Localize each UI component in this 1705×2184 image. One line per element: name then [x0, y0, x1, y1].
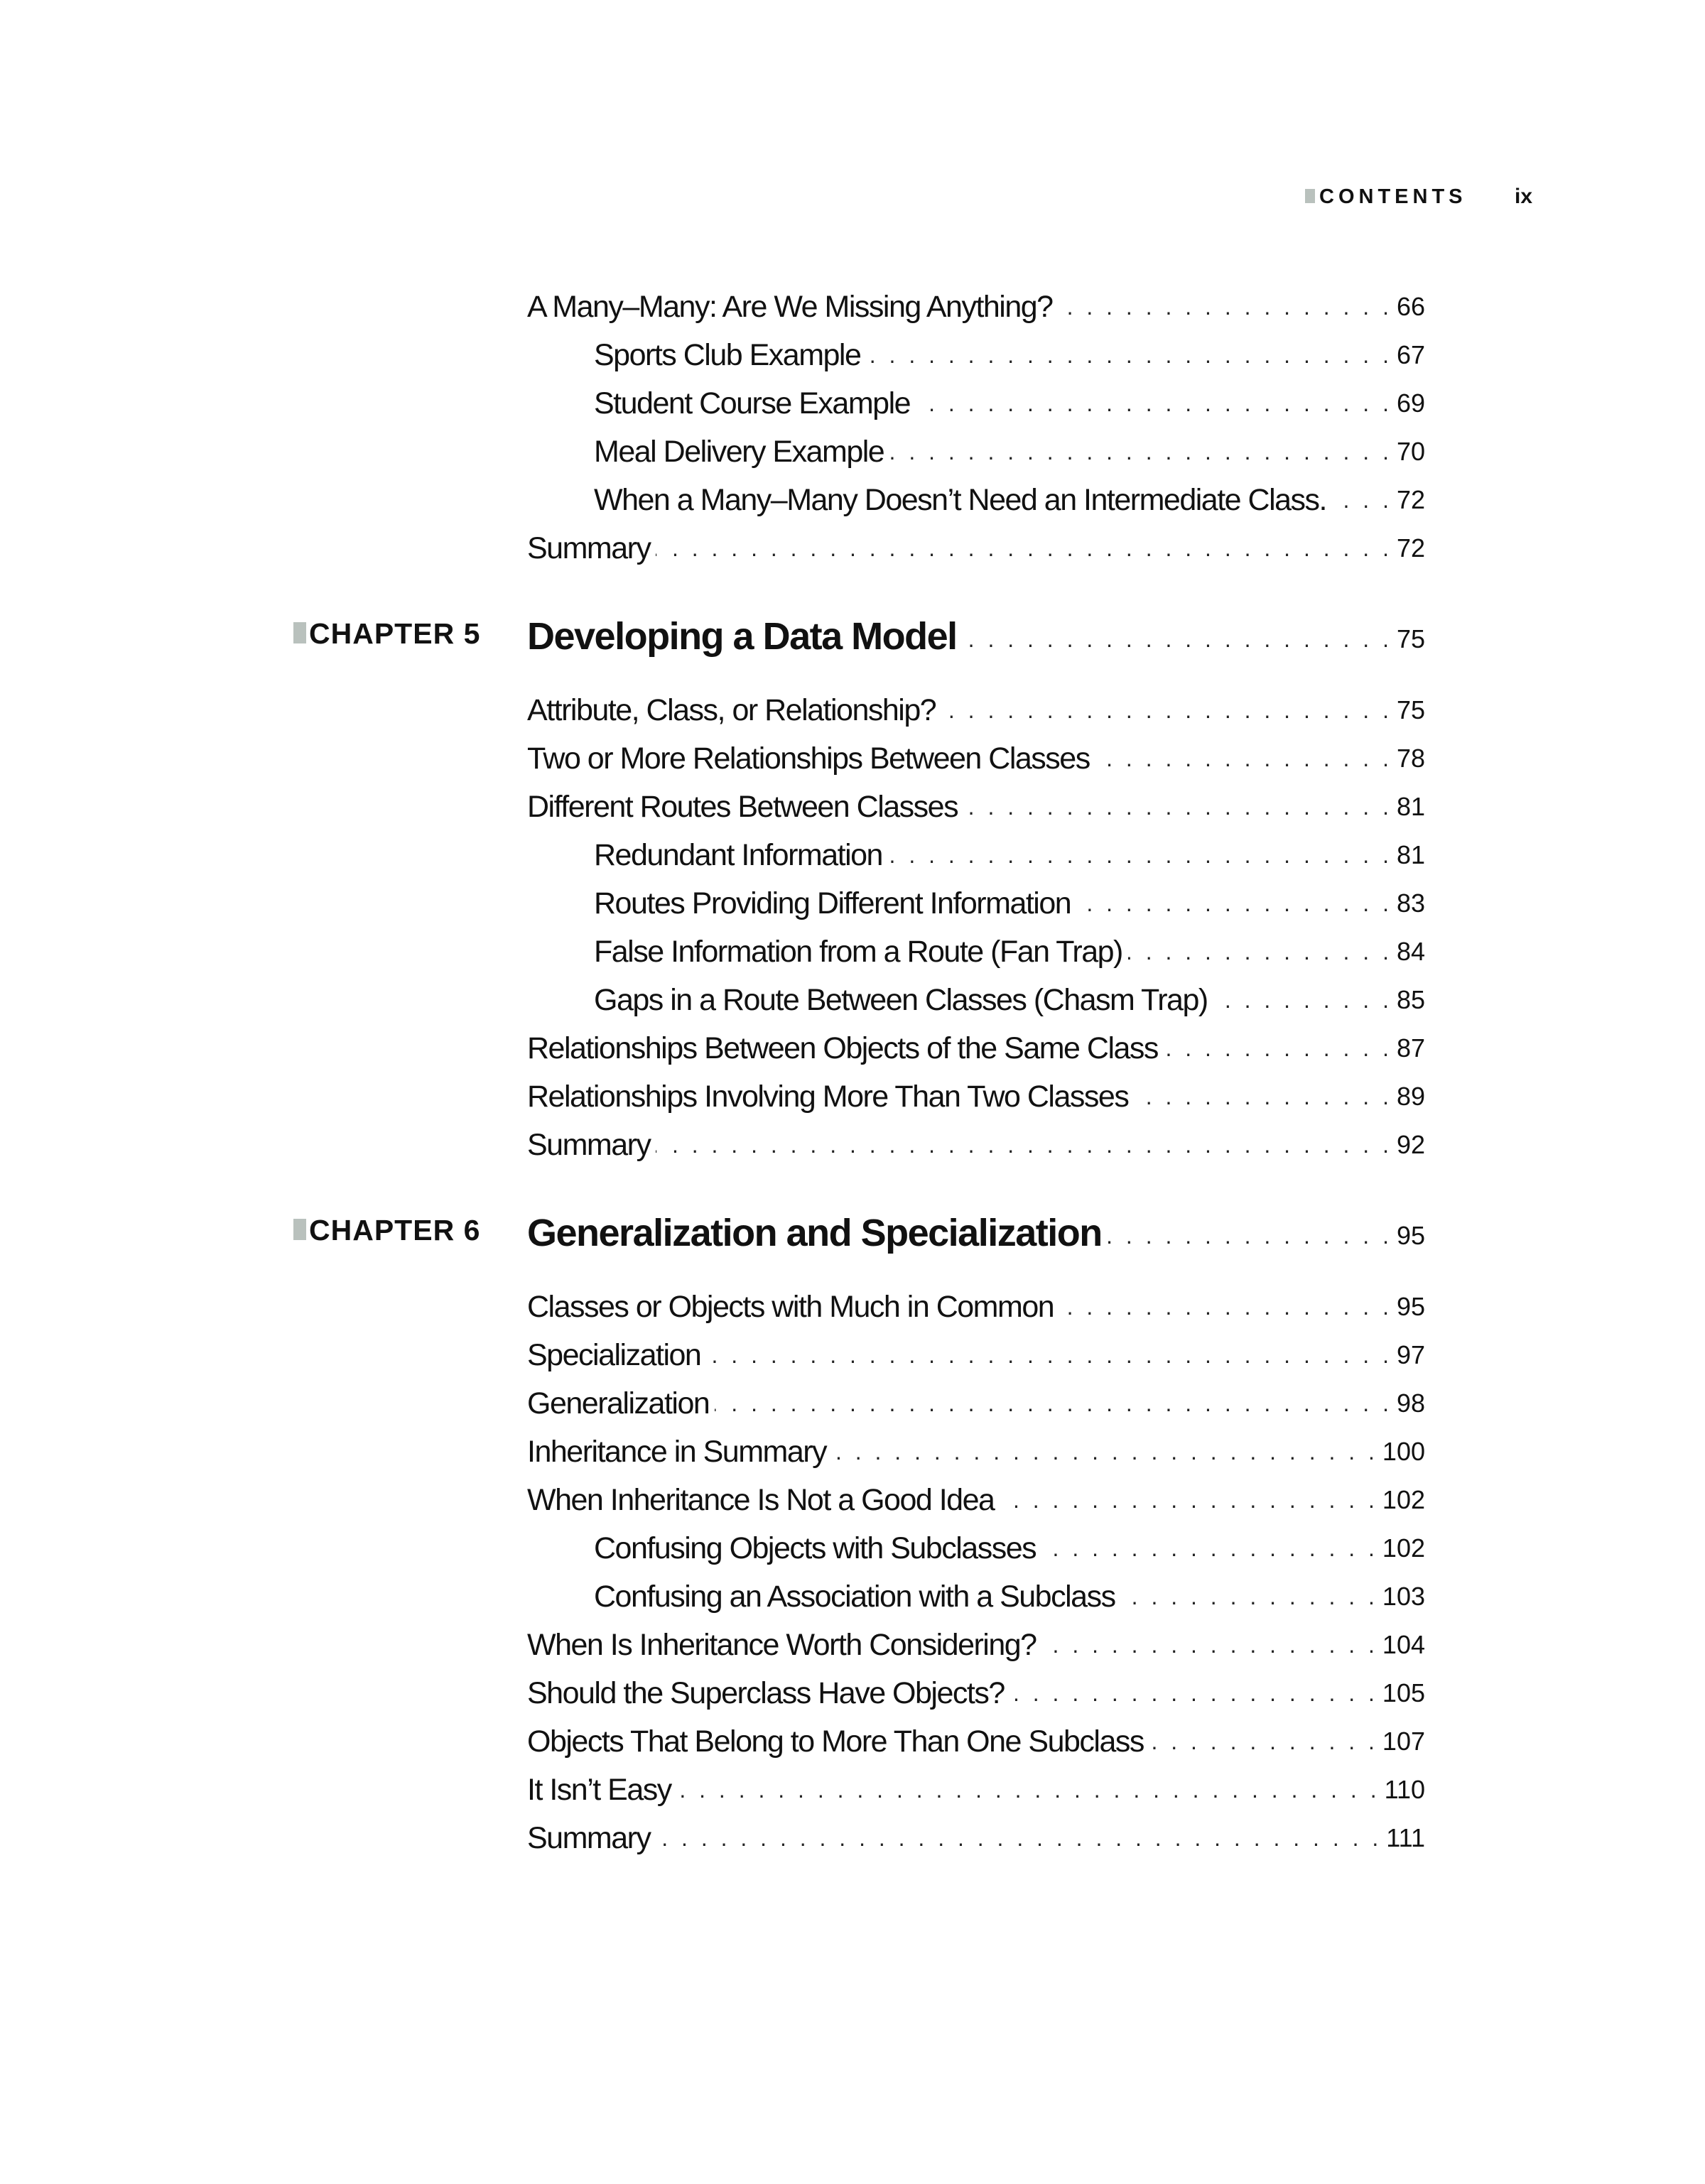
- toc-entry[interactable]: [527, 1422, 1425, 1470]
- dot-leader: [706, 1337, 1392, 1374]
- toc-entry-page: 78: [1396, 744, 1425, 773]
- toc-subentry[interactable]: [594, 1519, 1425, 1567]
- toc-entry-page: 103: [1382, 1582, 1425, 1611]
- toc-entry-title: Sports Club Example: [594, 338, 861, 372]
- toc-entry-page: 81: [1396, 840, 1425, 869]
- toc-entry-title: Generalization: [527, 1386, 710, 1420]
- toc-entry-page: 72: [1396, 533, 1425, 563]
- toc-entry[interactable]: [527, 1470, 1425, 1519]
- running-head: [0, 183, 1705, 212]
- toc-entry-title: Classes or Objects with Much in Common: [527, 1290, 1054, 1324]
- toc-entry-title: A Many–Many: Are We Missing Anything?: [527, 290, 1053, 324]
- chapter-heading[interactable]: [0, 1199, 1705, 1256]
- toc-entry-page: 66: [1396, 292, 1425, 321]
- chapter-title-row: [527, 602, 1425, 659]
- dot-leader: [916, 385, 1392, 422]
- toc-entry-page: 84: [1396, 937, 1425, 966]
- dot-leader: [656, 530, 1392, 567]
- running-head-label: CONTENTS: [1319, 185, 1467, 208]
- dot-leader: [1076, 885, 1392, 922]
- toc-entry-title: When a Many–Many Doesn’t Need an Intermediate Class.: [594, 483, 1326, 517]
- toc-entry[interactable]: [527, 1808, 1425, 1857]
- dot-leader: [1332, 482, 1392, 518]
- toc-entry-title: When Inheritance Is Not a Good Idea: [527, 1483, 995, 1517]
- toc-entry-title: Specialization: [527, 1338, 701, 1372]
- toc-entry-page: 70: [1396, 437, 1425, 466]
- toc-entry-title: Redundant Information: [594, 838, 882, 872]
- toc-entry-page: 102: [1382, 1485, 1425, 1514]
- dot-leader: [1041, 1530, 1378, 1567]
- toc-subentry[interactable]: [594, 470, 1425, 518]
- toc-subentry[interactable]: [594, 422, 1425, 470]
- toc-entry-page: 104: [1382, 1630, 1425, 1659]
- toc-entry-title: Gaps in a Route Between Classes (Chasm Trap): [594, 983, 1208, 1017]
- dot-leader: [1108, 1216, 1392, 1256]
- toc-entry[interactable]: [527, 729, 1425, 777]
- toc-entry-title: Should the Superclass Have Objects?: [527, 1676, 1005, 1710]
- chapter-marker-icon: [293, 1219, 306, 1240]
- dot-leader: [1000, 1482, 1378, 1519]
- toc-entry-title: Routes Providing Different Information: [594, 886, 1071, 920]
- chapter-title-row: [527, 1199, 1425, 1256]
- toc-entry-title: Objects That Belong to More Than One Subclass: [527, 1724, 1144, 1759]
- dot-leader: [1164, 1030, 1392, 1067]
- dot-leader: [889, 433, 1392, 470]
- toc-entry-page: 92: [1396, 1130, 1425, 1159]
- toc-entry-page: 98: [1396, 1389, 1425, 1418]
- chapter-label: CHAPTER 5: [309, 617, 481, 650]
- dot-leader: [832, 1433, 1378, 1470]
- toc-entry[interactable]: [527, 277, 1425, 325]
- toc-entry[interactable]: [527, 1615, 1425, 1663]
- toc-entry-page: 67: [1396, 340, 1425, 369]
- toc-entry-page: 97: [1396, 1340, 1425, 1369]
- toc-entry-page: 81: [1396, 792, 1425, 821]
- toc-entry[interactable]: [527, 1663, 1425, 1712]
- toc-entry-title: Summary: [527, 1128, 651, 1162]
- toc-entry-title: Student Course Example: [594, 386, 911, 420]
- toc-entry-title: Summary: [527, 531, 651, 565]
- dot-leader: [1095, 740, 1392, 777]
- chapter-page: 95: [1396, 1221, 1425, 1250]
- toc-subentry[interactable]: [594, 970, 1425, 1018]
- dot-leader: [1149, 1723, 1378, 1760]
- toc-entry-title: Relationships Involving More Than Two Classes: [527, 1080, 1129, 1114]
- toc-entry[interactable]: [527, 1712, 1425, 1760]
- dot-leader: [963, 619, 1392, 659]
- dot-leader: [963, 788, 1392, 825]
- dot-leader: [677, 1771, 1380, 1808]
- toc-entry-title: Confusing Objects with Subclasses: [594, 1531, 1036, 1565]
- toc-entry-page: 89: [1396, 1082, 1425, 1111]
- toc-entry[interactable]: [527, 1760, 1425, 1808]
- chapter-title: Developing a Data Model: [527, 615, 957, 658]
- chapter-label: CHAPTER 6: [309, 1214, 481, 1246]
- chapter-heading[interactable]: [0, 602, 1705, 659]
- toc-entry-title: Attribute, Class, or Relationship?: [527, 693, 936, 727]
- toc-subentry[interactable]: [594, 374, 1425, 422]
- toc-entry-page: 100: [1382, 1437, 1425, 1466]
- chapter-marker-icon: [293, 622, 306, 643]
- section-marker-icon: [1305, 189, 1315, 203]
- toc-entry[interactable]: [527, 777, 1425, 825]
- chapter-title: Generalization and Specialization: [527, 1212, 1102, 1254]
- toc-entry-page: 83: [1396, 889, 1425, 918]
- toc-entry-page: 111: [1386, 1823, 1425, 1852]
- toc-entry[interactable]: [527, 518, 1425, 567]
- toc-subentry[interactable]: [594, 922, 1425, 970]
- toc-entry[interactable]: [527, 680, 1425, 729]
- toc-entry-page: 110: [1384, 1775, 1425, 1804]
- toc-entry[interactable]: [527, 1325, 1425, 1374]
- chapter-page: 75: [1396, 624, 1425, 653]
- toc-entry[interactable]: [527, 1277, 1425, 1325]
- toc-subentry[interactable]: [594, 874, 1425, 922]
- toc-entry[interactable]: [527, 1018, 1425, 1067]
- toc-entry-page: 85: [1396, 985, 1425, 1014]
- dot-leader: [941, 692, 1392, 729]
- page-number: ix: [1515, 185, 1533, 208]
- toc-entry-page: 95: [1396, 1292, 1425, 1321]
- toc-subentry[interactable]: [594, 825, 1425, 874]
- dot-leader: [866, 337, 1392, 374]
- toc-entry-page: 102: [1382, 1533, 1425, 1563]
- toc-entry-title: Relationships Between Objects of the Same Class: [527, 1031, 1158, 1065]
- toc-entry-page: 87: [1396, 1033, 1425, 1063]
- dot-leader: [1042, 1626, 1378, 1663]
- toc-entry-page: 107: [1382, 1727, 1425, 1756]
- toc-entry-page: 105: [1382, 1678, 1425, 1707]
- dot-leader: [1134, 1078, 1392, 1115]
- dot-leader: [888, 837, 1392, 874]
- toc-subentry[interactable]: [594, 325, 1425, 374]
- dot-leader: [1121, 1578, 1378, 1615]
- dot-leader: [1059, 288, 1392, 325]
- toc-entry-title: Confusing an Association with a Subclass: [594, 1580, 1115, 1614]
- toc-subentry[interactable]: [594, 1567, 1425, 1615]
- toc-entry-page: 69: [1396, 389, 1425, 418]
- toc-entry-page: 72: [1396, 485, 1425, 514]
- toc-entry-title: Meal Delivery Example: [594, 435, 884, 469]
- dot-leader: [1059, 1288, 1392, 1325]
- toc-entry-title: Summary: [527, 1821, 651, 1855]
- toc-entry[interactable]: [527, 1115, 1425, 1163]
- toc-entry[interactable]: [527, 1067, 1425, 1115]
- toc-entry-title: Inheritance in Summary: [527, 1435, 827, 1469]
- toc-entry-title: It Isn’t Easy: [527, 1773, 671, 1807]
- toc-entry-title: Two or More Relationships Between Classes: [527, 741, 1090, 776]
- dot-leader: [656, 1820, 1382, 1857]
- dot-leader: [1010, 1675, 1378, 1712]
- toc-entry[interactable]: [527, 1374, 1425, 1422]
- dot-leader: [1128, 933, 1392, 970]
- dot-leader: [715, 1385, 1392, 1422]
- dot-leader: [656, 1126, 1392, 1163]
- dot-leader: [1213, 982, 1392, 1018]
- toc-entry-title: Different Routes Between Classes: [527, 790, 958, 824]
- toc-entry-title: False Information from a Route (Fan Trap): [594, 935, 1122, 969]
- toc-entry-title: When Is Inheritance Worth Considering?: [527, 1628, 1036, 1662]
- toc-entry-page: 75: [1396, 695, 1425, 724]
